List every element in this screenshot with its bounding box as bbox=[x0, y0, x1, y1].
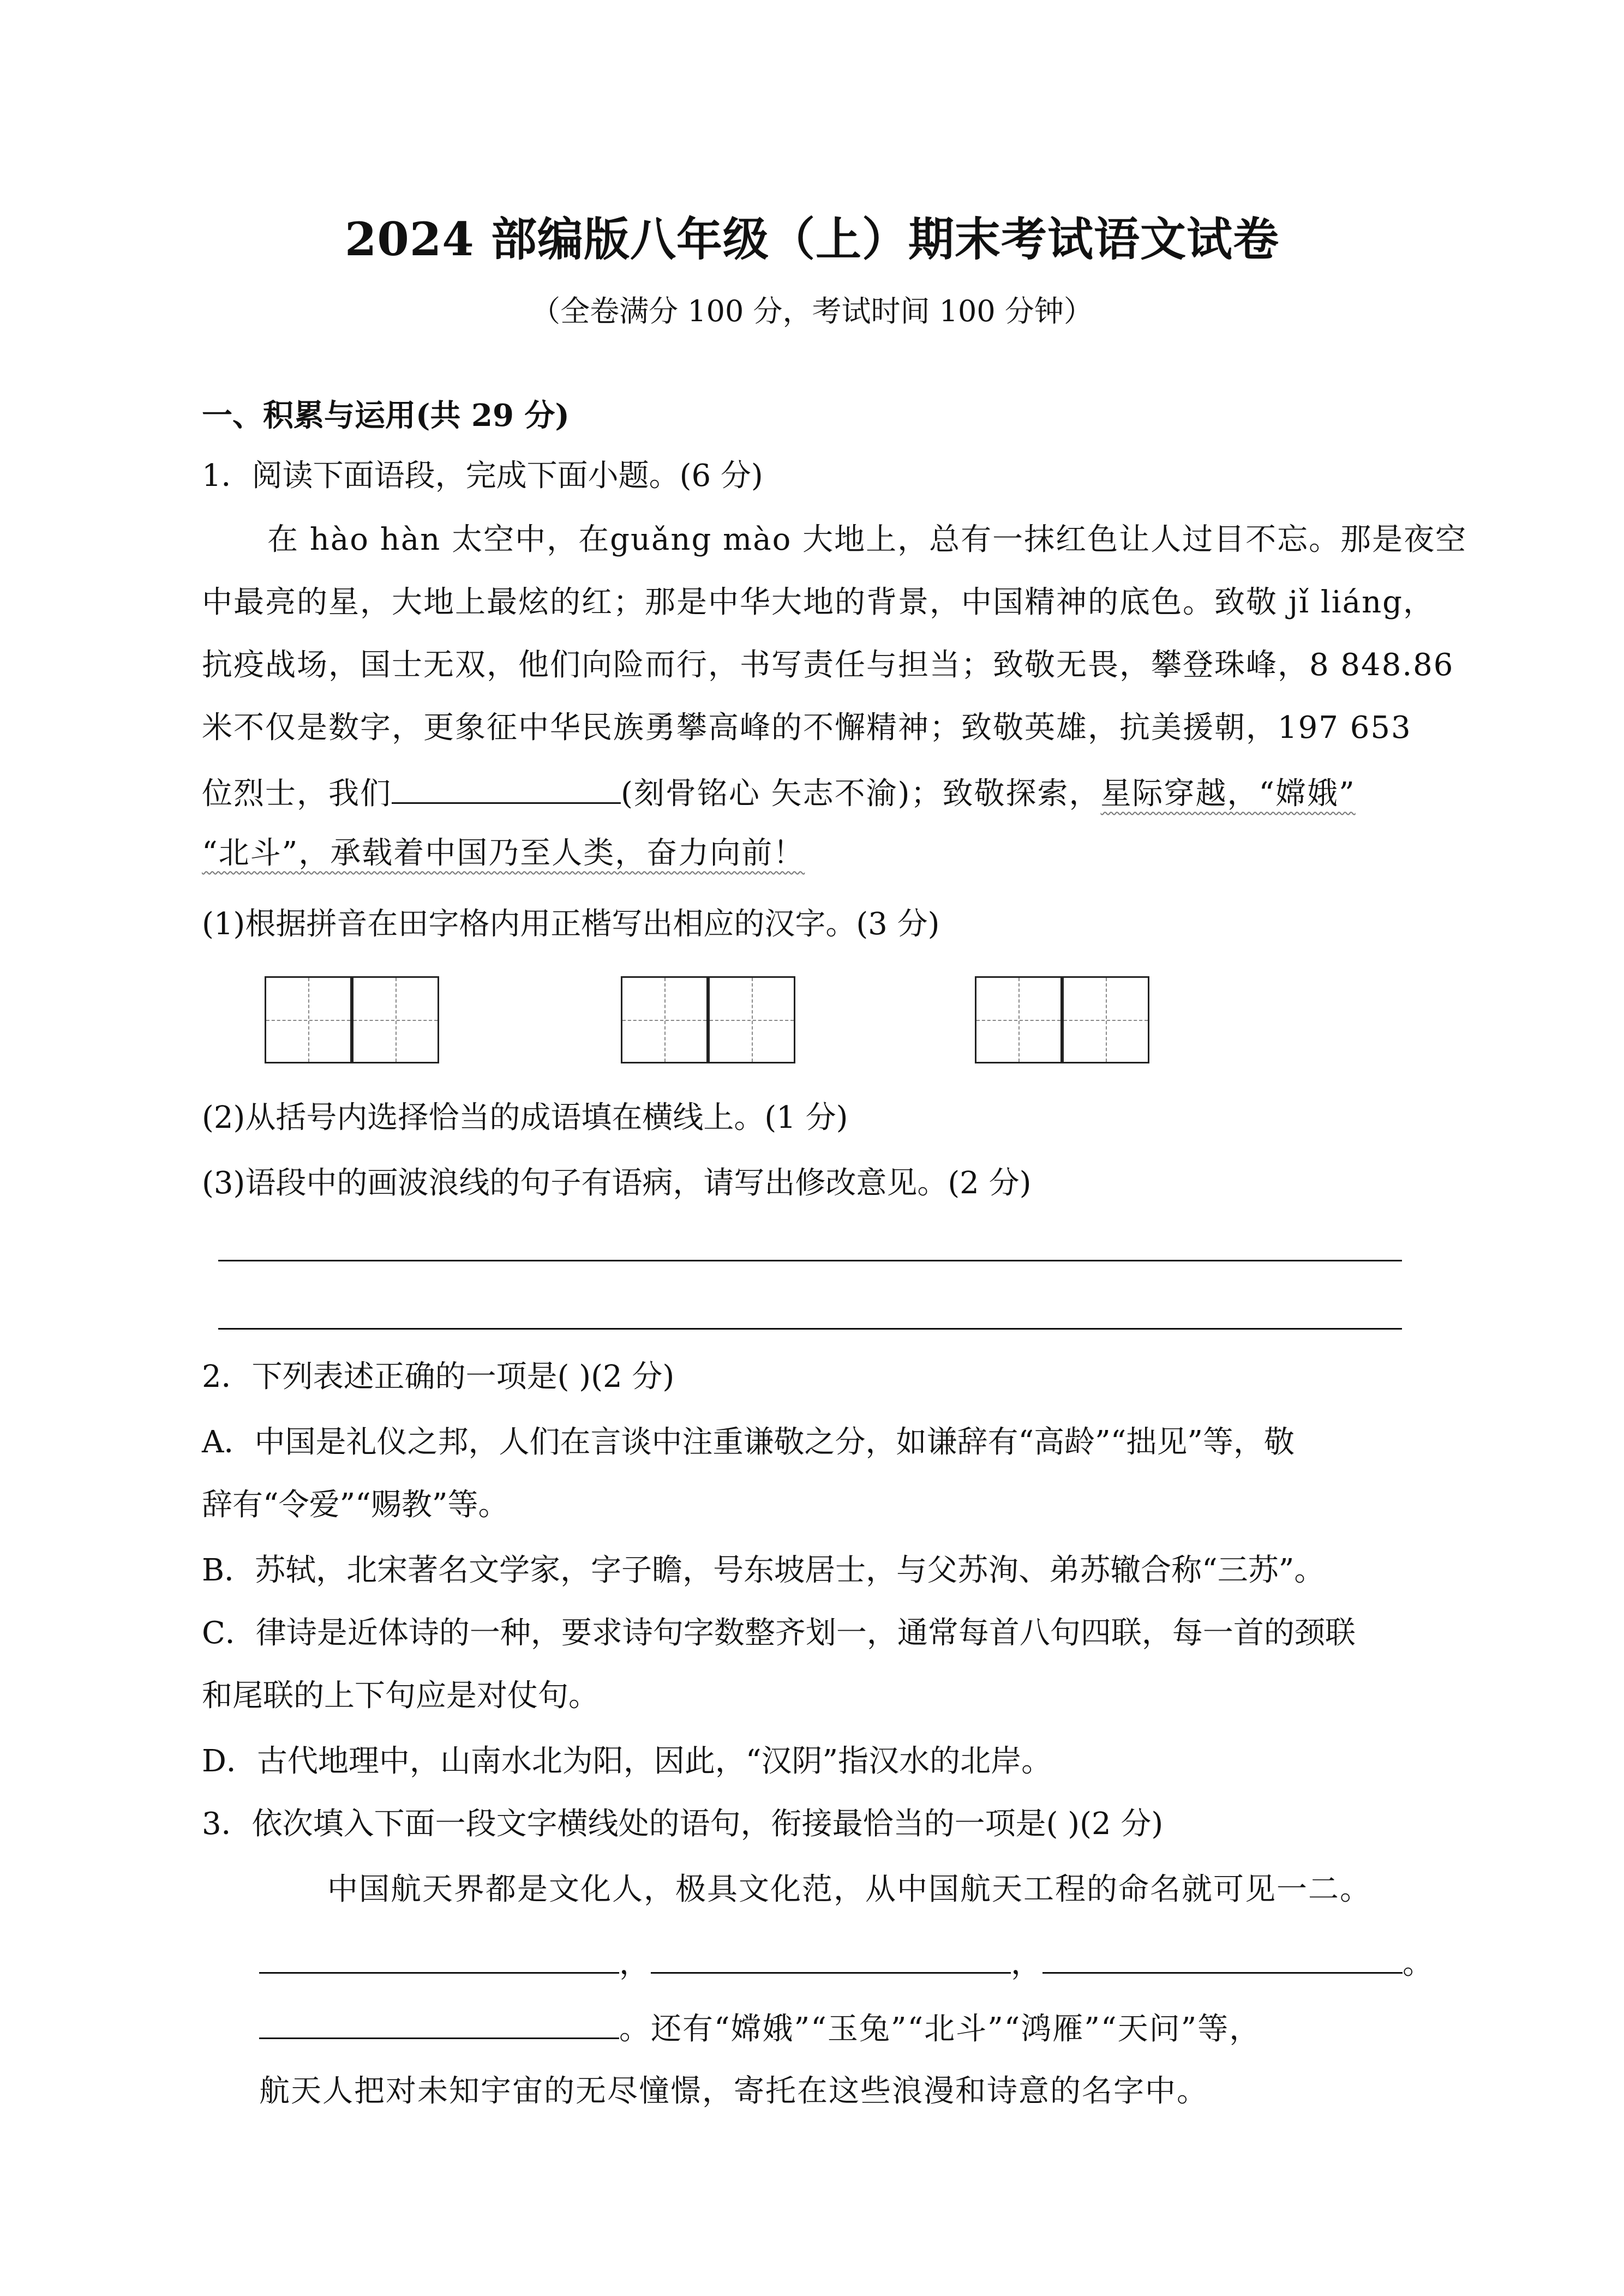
tianzige-box[interactable] bbox=[352, 976, 439, 1063]
punct-comma: ， bbox=[1011, 1946, 1042, 1981]
q1-passage-line-5-start: 位烈士，我们 bbox=[202, 776, 392, 812]
q3-passage-line-1: 中国航天界都是文化人，极具文化范，从中国航天工程的命名就可见一二。 bbox=[327, 1872, 1371, 1907]
q1-passage-line-1: 在 hào hàn 太空中，在guǎng mào 大地上，总有一抹红色让人过目不忘。那是夜空 bbox=[267, 522, 1467, 557]
q1-sub1: (1)根据拼音在田字格内用正楷写出相应的汉字。(3 分) bbox=[202, 906, 940, 942]
q2-option-d: D．古代地理中，山南水北为阳，因此，“汉阴”指汉水的北岸。 bbox=[202, 1744, 1052, 1779]
q2-option-b: B．苏轼，北宋著名文学家，字子瞻，号东坡居士，与父苏洵、弟苏辙合称“三苏”。 bbox=[202, 1553, 1325, 1588]
q1-passage-line-2: 中最亮的星，大地上最炫的红；那是中华大地的背景，中国精神的底色。致敬 jǐ liáng， bbox=[202, 585, 1435, 620]
q3-stem: 3．依次填入下面一段文字横线处的语句，衔接最恰当的一项是( )(2 分) bbox=[202, 1806, 1164, 1842]
q3-blank-2[interactable] bbox=[651, 1942, 1011, 1974]
q3-blank-1[interactable] bbox=[259, 1942, 619, 1974]
section-heading: 一、积累与运用(共 29 分) bbox=[202, 398, 570, 434]
q1-passage-line-5 bbox=[202, 772, 1356, 813]
q1-passage-line-6 bbox=[202, 834, 805, 873]
q1-sub3: (3)语段中的画波浪线的句子有语病，请写出修改意见。(2 分) bbox=[202, 1165, 1032, 1201]
wavy-sentence-part-2: “北斗”，承载着中国乃至人类，奋力向前！ bbox=[202, 836, 805, 871]
q3-blank-3[interactable] bbox=[1042, 1942, 1403, 1974]
q1-sub2: (2)从括号内选择恰当的成语填在横线上。(1 分) bbox=[202, 1100, 848, 1135]
answer-line[interactable] bbox=[218, 1260, 1402, 1261]
q2-option-a: A．中国是礼仪之邦，人们在言谈中注重谦敬之分，如谦辞有“高龄”“拙见”等，敬 bbox=[202, 1425, 1295, 1460]
punct-comma: ， bbox=[619, 1946, 651, 1981]
tianzige-box[interactable] bbox=[975, 976, 1062, 1063]
q3-line-3-text: 。还有“嫦娥”“玉兔”“北斗”“鸿雁”“天问”等， bbox=[619, 2011, 1261, 2047]
idiom-blank[interactable] bbox=[392, 772, 621, 804]
q2-option-a-cont: 辞有“令爱”“赐教”等。 bbox=[202, 1487, 509, 1523]
wavy-sentence-part-1: 星际穿越，“嫦娥” bbox=[1100, 776, 1356, 812]
q2-option-c: C．律诗是近体诗的一种，要求诗句字数整齐划一，通常每首八句四联，每一首的颈联 bbox=[202, 1615, 1356, 1651]
tianzige-box[interactable] bbox=[1062, 976, 1149, 1063]
q1-stem: 1．阅读下面语段，完成下面小题。(6 分) bbox=[202, 458, 763, 494]
q2-option-c-cont: 和尾联的上下句应是对仗句。 bbox=[202, 1678, 599, 1714]
punct-period: 。 bbox=[1403, 1946, 1434, 1981]
tianzige-box[interactable] bbox=[621, 976, 708, 1063]
page-title: 2024 部编版八年级（上）期末考试语文试卷 bbox=[344, 212, 1280, 266]
answer-line[interactable] bbox=[218, 1328, 1402, 1330]
q3-passage-line-3 bbox=[259, 2007, 1261, 2048]
q3-passage-line-4: 航天人把对未知宇宙的无尽憧憬，寄托在这些浪漫和诗意的名字中。 bbox=[259, 2073, 1208, 2109]
tianzige-box[interactable] bbox=[708, 976, 795, 1063]
tianzige-box[interactable] bbox=[265, 976, 352, 1063]
q2-stem: 2．下列表述正确的一项是( )(2 分) bbox=[202, 1359, 675, 1395]
q3-passage-line-2 bbox=[259, 1942, 1434, 1983]
q1-passage-line-4: 米不仅是数字，更象征中华民族勇攀高峰的不懈精神；致敬英雄，抗美援朝，197 653 bbox=[202, 710, 1412, 746]
q3-blank-4[interactable] bbox=[259, 2007, 619, 2039]
q1-passage-line-5-mid: (刻骨铭心 矢志不渝)；致敬探索， bbox=[621, 776, 1101, 812]
page-subtitle: （全卷满分 100 分，考试时间 100 分钟） bbox=[531, 294, 1093, 328]
q1-passage-line-3: 抗疫战场，国士无双，他们向险而行，书写责任与担当；致敬无畏，攀登珠峰，8 848.86 bbox=[202, 647, 1454, 683]
